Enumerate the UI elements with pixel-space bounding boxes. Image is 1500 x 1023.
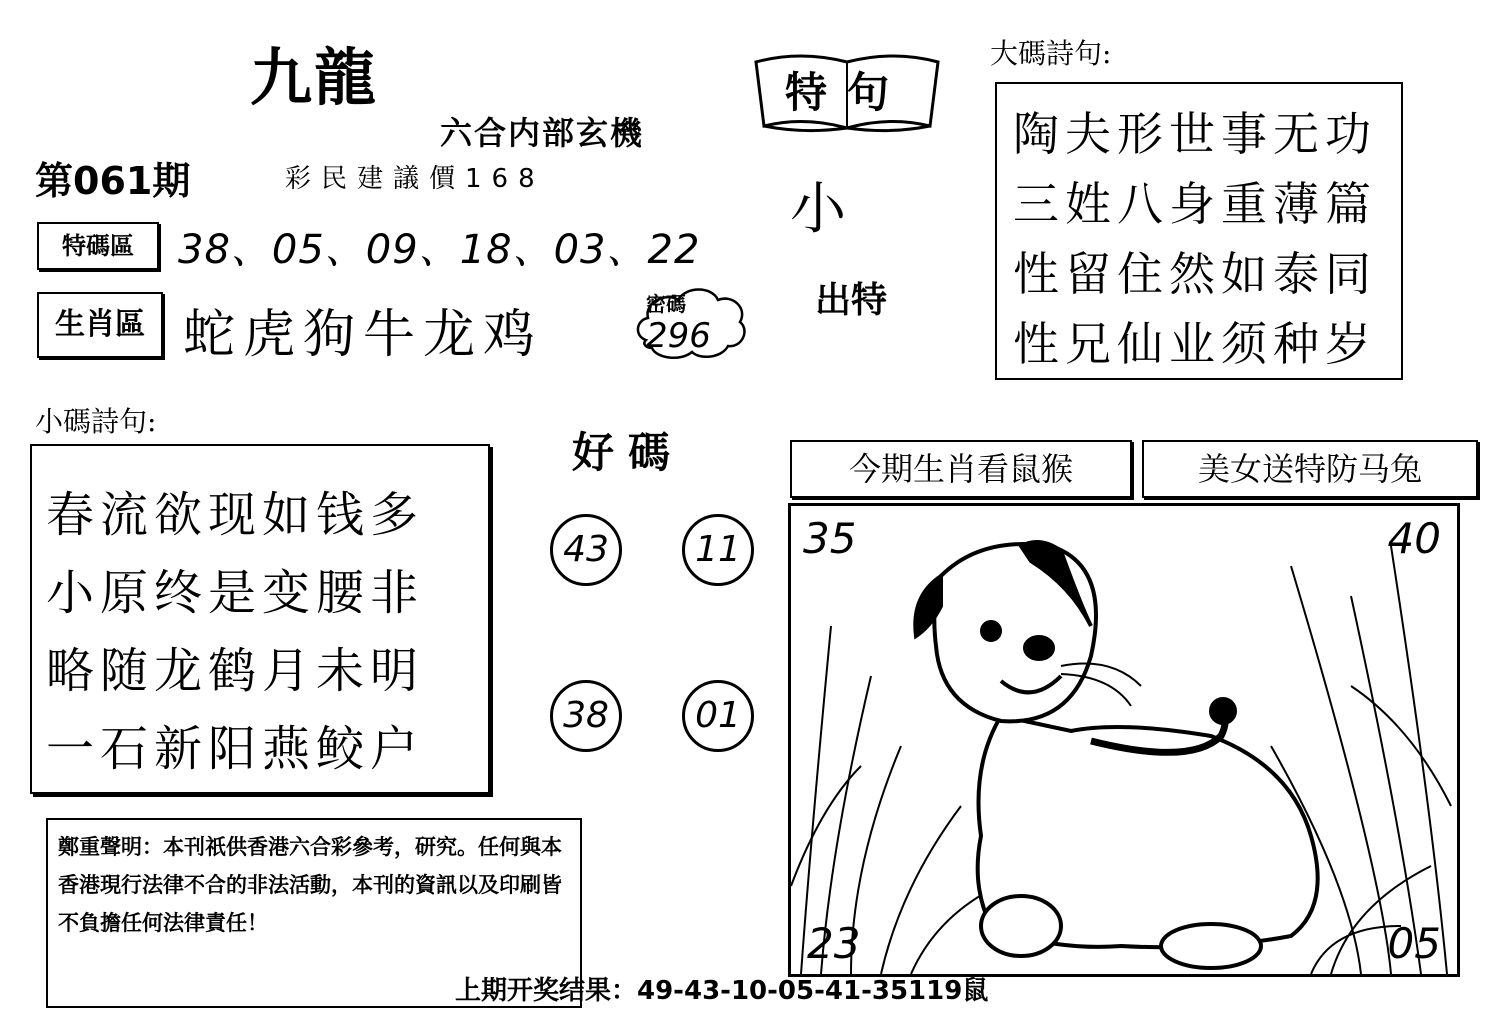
special-phrase-badge xyxy=(750,48,944,138)
small-poem-line: 小原终是变腰非 xyxy=(46,565,425,621)
issue-number: 第061期 xyxy=(35,159,191,203)
zodiac-zone-label: 生肖區 xyxy=(37,292,163,358)
number-ball: 38 xyxy=(550,680,622,752)
small-poem-line: 春流欲现如钱多 xyxy=(46,487,425,543)
corner-number-bottom-left: 23 xyxy=(807,919,861,968)
small-poem-line: 略随龙鹤月未明 xyxy=(46,643,425,699)
good-numbers-title: 好碼 xyxy=(572,428,685,477)
brand-title: 九龍 xyxy=(250,41,379,114)
big-poem-title: 大碼詩句: xyxy=(990,37,1112,70)
number-ball: 01 xyxy=(682,680,754,752)
secret-code-value: 296 xyxy=(646,316,711,356)
secret-code-badge xyxy=(632,282,750,362)
disclaimer-box: 鄭重聲明：本刊祇供香港六合彩參考，研究。任何與本香港現行法律不合的非法活動，本刊的資訊以及印刷皆不負擔任何法律責任！ xyxy=(46,818,582,1008)
special-zone-numbers: 38、05、09、18、03、22 xyxy=(178,227,701,273)
big-poem-line: 性兄仙业须种岁 xyxy=(1013,317,1377,371)
dog-illustration-icon xyxy=(791,506,1457,974)
zodiac-zone-animals: 蛇虎狗牛龙鸡 xyxy=(183,305,544,365)
beauty-tip: 美女送特防马兔 xyxy=(1142,440,1478,498)
big-poem-line: 性留住然如泰同 xyxy=(1013,247,1377,301)
dog-picture-frame xyxy=(788,503,1460,977)
secret-code-label: 密碼 xyxy=(646,292,686,316)
corner-number-top-left: 35 xyxy=(803,514,857,563)
suggested-price: 彩民建議價168 xyxy=(285,164,545,194)
corner-number-bottom-right: 05 xyxy=(1387,919,1441,968)
special-phrase-label: 特句 xyxy=(784,68,909,117)
small-poem-title: 小碼詩句: xyxy=(35,405,157,438)
number-ball: 11 xyxy=(682,514,754,586)
number-ball: 43 xyxy=(550,514,622,586)
special-note: 出特 xyxy=(815,279,888,321)
zodiac-tip: 今期生肖看鼠猴 xyxy=(790,440,1132,498)
big-poem-line: 三姓八身重薄篇 xyxy=(1013,177,1377,231)
last-result: 上期开奖结果：49-43-10-05-41-35119鼠 xyxy=(455,976,989,1006)
corner-number-top-right: 40 xyxy=(1387,514,1441,563)
small-poem-line: 一石新阳燕鲛户 xyxy=(46,721,425,777)
big-poem-box xyxy=(995,82,1403,380)
small-poem-box xyxy=(30,444,490,794)
special-size: 小 xyxy=(790,177,846,242)
special-zone-label: 特碼區 xyxy=(37,222,159,270)
big-poem-line: 陶夫形世事无功 xyxy=(1013,107,1377,161)
subtitle: 六合内部玄機 xyxy=(440,114,645,152)
